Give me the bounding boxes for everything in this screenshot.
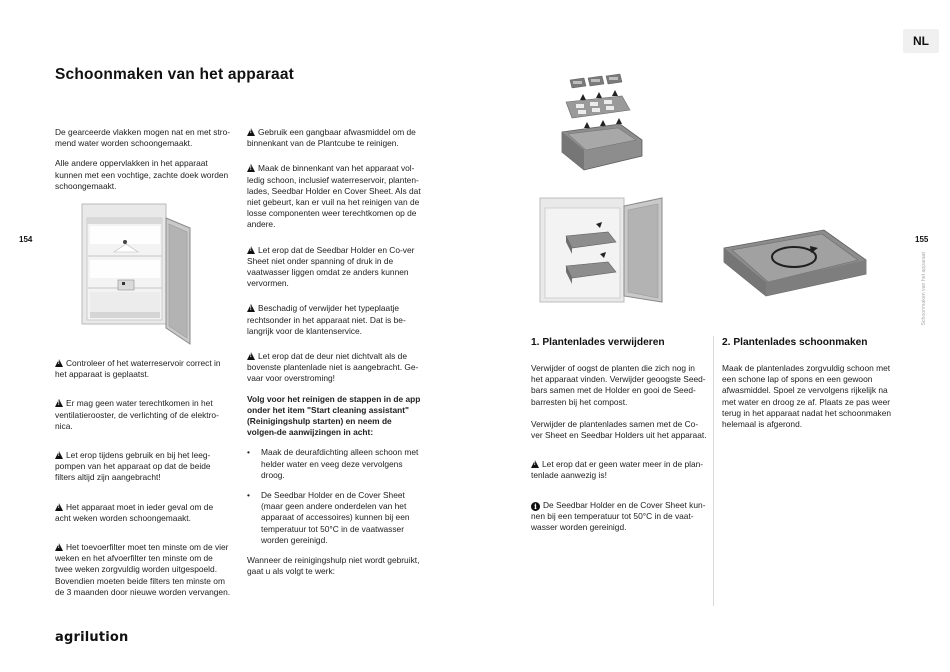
warning-filter-rinse: !Het toevoerfilter moet ten minste om de vier weken en het afvoerfilter ten minste om de twee weken zorgvuldig worden uitgespoeld. Bovendien moeten beide filters ten minste om de 3 maanden door nieuwe worden vervangen. — [55, 542, 231, 598]
paragraph-washable-areas: De gearceerde vlakken mogen nat en met stro-mend water worden schoongemaakt. — [55, 127, 231, 149]
column-1 — [55, 127, 231, 192]
instructions-intro: Volg voor het reinigen de stappen in de app onder het item "Start cleaning assistant" (Reinigingshulp starten) en neem de volgen-de aanwijzingen in acht: — [247, 393, 421, 438]
page-title: Schoonmaken van het apparaat — [55, 66, 295, 83]
paragraph-remove-drawers: Verwijder de plantenlades samen met de Co-ver Sheet en Seedbar Holders uit het apparaat. — [531, 418, 707, 441]
warning-icon — [247, 128, 255, 136]
appliance-cleaning-illustration — [78, 200, 196, 348]
section-2-body — [722, 363, 898, 430]
section-heading-remove-drawers: 1. Plantenlades verwijderen — [531, 337, 665, 348]
warning-no-water: !Let erop dat er geen water meer in de plan-tenlade aanwezig is! — [531, 459, 707, 481]
warning-clean-inside: !Maak de binnenkant van het apparaat vol-ledig schoon, inclusief waterreservoir, planten-lades, Seedbar Holder en Cover Sheet. Als dat niet gebeurt, kan er vuil na het reinigen van de losse componenten weer terechtkomen op de andere. — [247, 163, 421, 230]
warning-icon — [247, 304, 255, 312]
column-1-warnings — [55, 358, 231, 598]
section-heading-clean-drawers: 2. Plantenlades schoonmaken — [722, 337, 868, 348]
brand-logo: agrilution — [55, 630, 129, 645]
list-item: • Maak de deurafdichting alleen schoon met helder water en veeg deze vervolgens droog. — [247, 447, 421, 481]
warning-icon — [247, 352, 255, 360]
warning-filters: !Let erop tijdens gebruik en bij het leeg-pompen van het apparaat op dat de beide filters altijd zijn aangebracht! — [55, 450, 231, 484]
language-badge: NL — [903, 29, 939, 53]
page-number-right: 155 — [915, 235, 929, 244]
paragraph-remove-plants: Verwijder of oogst de planten die zich nog in het apparaat vinden. Verwijder geoogste Seed-bars samen met de Holder en gooi de Seed-barresten bij het compost. — [531, 363, 706, 407]
tray-cleaning-illustration — [720, 226, 870, 302]
column-2 — [247, 127, 421, 578]
warning-detergent: !Gebruik een gangbaar afwasmiddel om de binnenkant van de Plantcube te reinigen. — [247, 127, 421, 149]
paragraph-other-surfaces: Alle andere oppervlakken in het apparaat kunnen met een vochtige, zachte doek worden schoongemaakt. — [55, 158, 229, 191]
section-1-body — [531, 363, 707, 533]
warning-type-plate: !Beschadig of verwijder het typeplaatje rechtsonder in het apparaat niet. Dat is be-langrijk voor de klantenservice. — [247, 303, 421, 337]
warning-door: !Let erop dat de deur niet dichtvalt als de bovenste plantenlade niet is aangebracht. Ge-vaar voor overstroming! — [247, 351, 421, 385]
side-running-title: Schoonmaken van het apparaat — [921, 252, 927, 326]
warning-icon — [55, 543, 63, 551]
warning-dishwasher-pressure: !Let erop dat de Seedbar Holder en Co-ver Sheet niet onder spanning of druk in de vaatwasser liggen omdat ze anders kunnen vervormen. — [247, 245, 421, 290]
warning-icon — [247, 164, 255, 172]
instructions-list — [247, 447, 421, 546]
info-dishwasher: i De Seedbar Holder en de Cover Sheet kun-nen bij een temperatuur tot 50°C in de vaat-wasser worden gereinigd. — [531, 499, 706, 533]
list-item: • De Seedbar Holder en de Cover Sheet (maar geen andere onderdelen van het apparaat of accessoires) kunnen bij een temperatuur tot 50°C in de vaatwasser worden gereinigd. — [247, 490, 421, 546]
warning-icon — [531, 460, 539, 468]
column-divider — [713, 336, 714, 606]
paragraph-clean-drawers: Maak de plantenlades zorgvuldig schoon met een schone lap of spons en een gewoon afwasmiddel. Spoel ze vervolgens rijkelijk na met water en droog ze af. Plaats ze pas weer terug in het apparaat nadat het schoonmaken helemaal is afgerond. — [722, 363, 892, 430]
info-icon: i — [531, 502, 540, 511]
warning-icon — [55, 451, 63, 459]
warning-icon — [55, 503, 63, 511]
exploded-tray-illustration — [556, 72, 646, 180]
warning-reservoir: !Controleer of het waterreservoir correct in het apparaat is geplaatst. — [55, 358, 231, 380]
warning-cleaning-interval: !Het apparaat moet in ieder geval om de acht weken worden schoongemaakt. — [55, 502, 231, 524]
warning-icon — [55, 359, 63, 367]
appliance-drawers-illustration — [536, 192, 668, 308]
page-number-left: 154 — [19, 235, 33, 244]
warning-icon — [55, 399, 63, 407]
warning-icon — [247, 246, 255, 254]
warning-ventilation: !Er mag geen water terechtkomen in het ventilatierooster, de verlichting of de elektro-nica. — [55, 398, 231, 432]
paragraph-without-assistant: Wanneer de reinigingshulp niet wordt gebruikt, gaat u als volgt te werk: — [247, 555, 420, 577]
